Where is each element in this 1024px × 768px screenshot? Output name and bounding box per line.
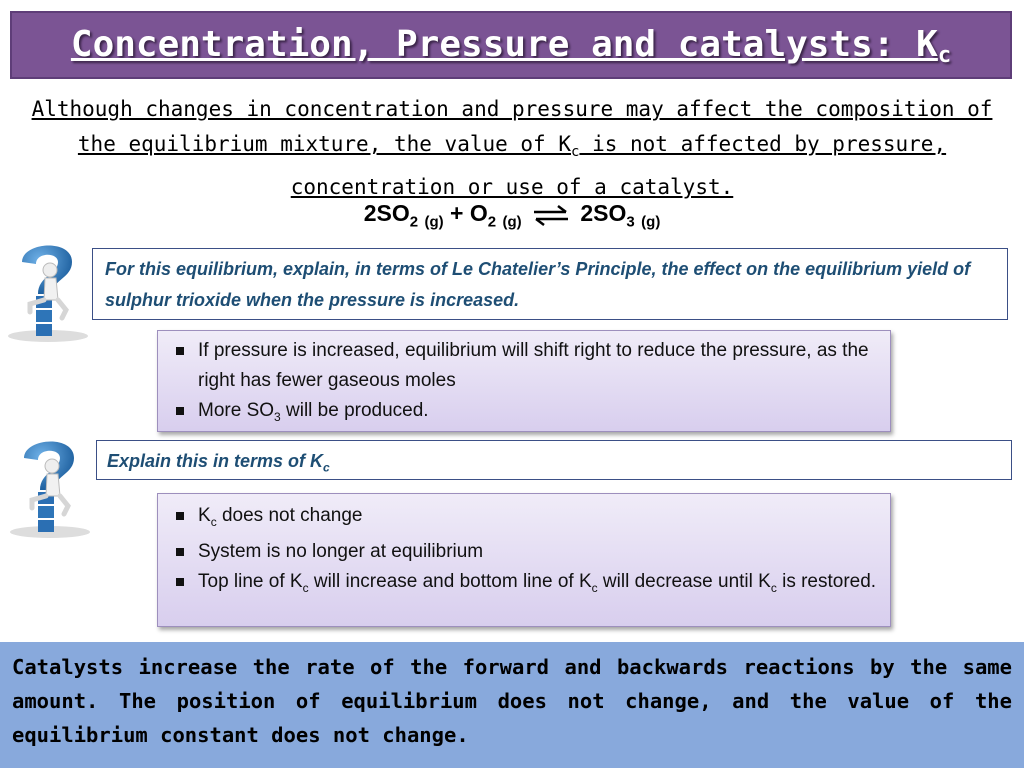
list-item: More $SO_3$ will be produced. — [168, 396, 880, 432]
question-box-1: For this equilibrium, explain, in terms of Le Chatelier’s Principle, the effect on the equilibrium yield of sulphur trioxide when the pressure is increased. — [92, 248, 1008, 320]
list-item: If pressure is increased, equilibrium will shift right to reduce the pressure, as the right has fewer gaseous moles — [168, 336, 880, 396]
answer-box-1 — [157, 330, 891, 432]
intro-statement: Although changes in concentration and pressure may affect the composition of the equilibrium mixture, the value of $K_c$ is not affected by pressure, concentration or use of a catalyst. — [31, 97, 993, 200]
list-item: System is no longer at equilibrium — [168, 537, 880, 567]
question-mark-figure-icon — [0, 232, 92, 344]
catalyst-note: Catalysts increase the rate of the forward and backwards reactions by the same amount. The position of equilibrium does not change, and the value of the equilibrium constant does not change. — [0, 642, 1024, 768]
chemical-equation: $2SO_2$ $_{(g)} + O_2$ $_{(g)}$ $2SO_3$ $_{(g)}$ — [363, 200, 661, 231]
page-title: Concentration, Pressure and catalysts: $K_c$ — [70, 24, 952, 68]
list-item: Top line of $K_c$ will increase and bottom line of $K_c$ will decrease until $K_c$ is restored. — [168, 567, 880, 603]
answer-box-2 — [157, 493, 891, 627]
question-mark-figure-icon — [2, 428, 94, 540]
title-bar — [10, 11, 1012, 79]
list-item: $K_c$ does not change — [168, 501, 880, 537]
question-box-2: Explain this in terms of $K_c$ — [96, 440, 1012, 480]
equilibrium-arrow-icon — [530, 203, 572, 227]
